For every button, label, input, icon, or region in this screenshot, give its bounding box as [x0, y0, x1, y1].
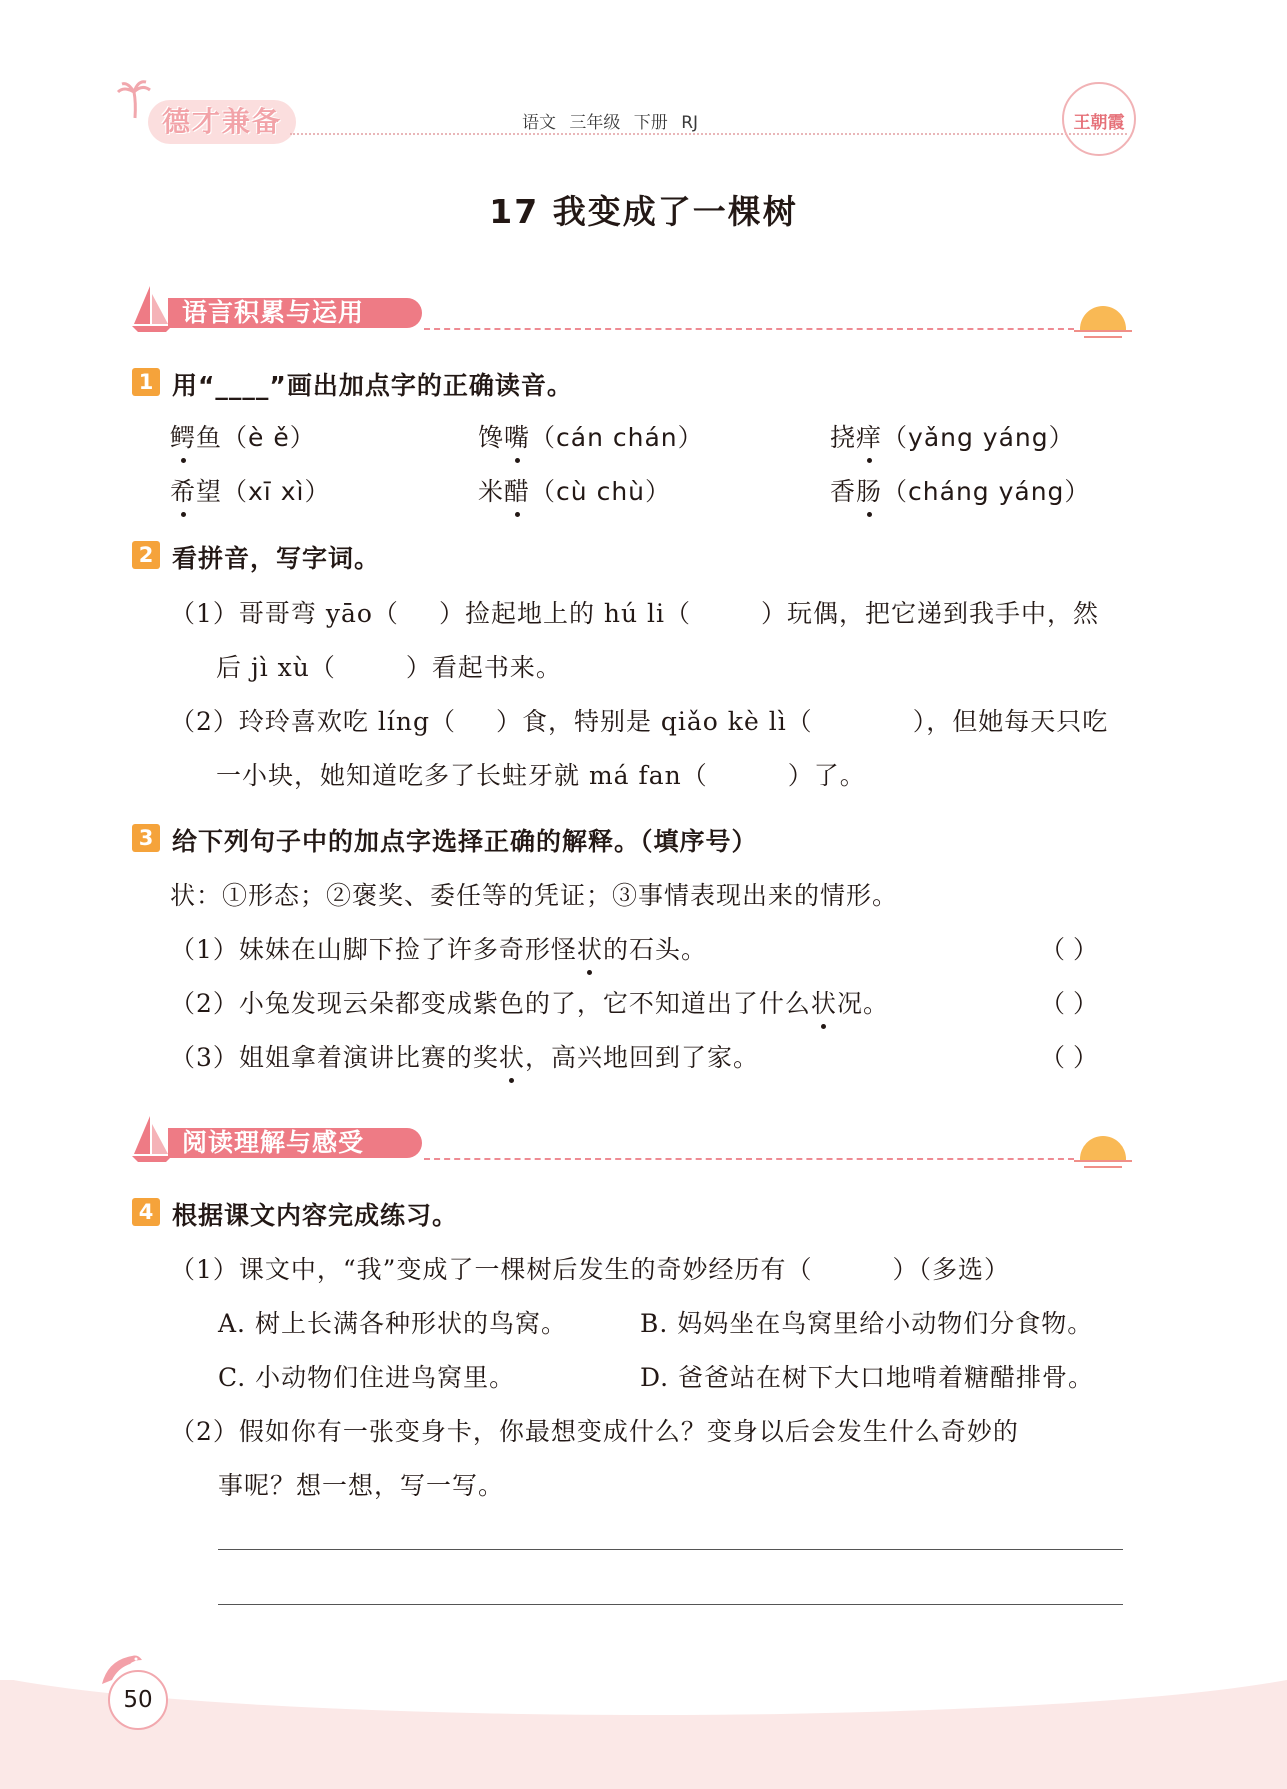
section-title-1: 语言积累与运用	[182, 298, 365, 327]
palm-tree-icon	[116, 80, 154, 120]
header-meta: 语文 三年级 下册 RJ	[522, 113, 699, 133]
option-c[interactable]: C. 小动物们住进鸟窝里。	[218, 1363, 516, 1392]
answer-blank[interactable]: （ ）	[1040, 935, 1098, 964]
section-title-2: 阅读理解与感受	[182, 1128, 365, 1157]
question-text: 用“____”画出加点字的正确读音。	[172, 371, 573, 400]
question-text: 给下列句子中的加点字选择正确的解释。（填序号）	[172, 827, 758, 856]
page-title: 17 我变成了一棵树	[489, 192, 798, 231]
section-divider-1	[424, 328, 1074, 330]
header-divider	[290, 133, 1127, 135]
section-divider-2	[424, 1158, 1074, 1160]
question-text: 看拼音，写字词。	[172, 544, 381, 573]
exercise-line: （1）哥哥弯 yāo（ ）捡起地上的 hú li（ ）玩偶，把它递到我手中，然	[170, 599, 1100, 628]
question-text: 根据课文内容完成练习。	[172, 1201, 459, 1230]
pinyin-item: 希望（xī xì）	[170, 472, 330, 508]
sentence-line: （3）姐姐拿着演讲比赛的奖状，高兴地回到了家。	[170, 1038, 759, 1074]
pinyin-item: 香肠（cháng yáng）	[830, 472, 1090, 508]
pinyin-item: 馋嘴（cán chán）	[478, 418, 704, 454]
answer-line[interactable]	[218, 1549, 1123, 1550]
answer-blank[interactable]: （ ）	[1040, 1043, 1098, 1072]
option-a[interactable]: A. 树上长满各种形状的鸟窝。	[218, 1309, 567, 1338]
exercise-line: 后 jì xù（ ）看起书来。	[216, 653, 562, 682]
page-number: 50	[108, 1670, 168, 1730]
author-stamp-text: 王朝霞	[1073, 113, 1125, 133]
option-b[interactable]: B. 妈妈坐在鸟窝里给小动物们分食物。	[640, 1309, 1094, 1338]
exercise-line: （2）假如你有一张变身卡，你最想变成什么？变身以后会发生什么奇妙的	[170, 1417, 1019, 1446]
question-number: 1	[132, 368, 160, 396]
exercise-line: 一小块，她知道吃多了长蛀牙就 má fan（ ）了。	[216, 761, 866, 790]
question-number: 2	[132, 541, 160, 569]
answer-line[interactable]	[218, 1604, 1123, 1605]
sentence-line: （2）小兔发现云朵都变成紫色的了，它不知道出了什么状况。	[170, 984, 889, 1020]
option-d[interactable]: D. 爸爸站在树下大口地啃着糖醋排骨。	[640, 1363, 1095, 1392]
definition-line: 状：①形态；②褒奖、委任等的凭证；③事情表现出来的情形。	[170, 881, 899, 910]
pinyin-item: 挠痒（yǎng yáng）	[830, 418, 1075, 454]
exercise-line: （1）课文中，“我”变成了一棵树后发生的奇妙经历有（ ）（多选）	[170, 1255, 1010, 1284]
pinyin-item: 鳄鱼（è ě）	[170, 418, 316, 454]
brand-logo: 德才兼备	[148, 100, 296, 144]
answer-blank[interactable]: （ ）	[1040, 989, 1098, 1018]
sunset-icon	[1080, 1136, 1126, 1160]
question-number: 3	[132, 824, 160, 852]
sentence-line: （1）妹妹在山脚下捡了许多奇形怪状的石头。	[170, 930, 707, 966]
exercise-line: （2）玲玲喜欢吃 líng（ ）食，特别是 qiǎo kè lì（ ），但她每天只吃	[170, 707, 1109, 736]
exercise-line: 事呢？想一想，写一写。	[218, 1471, 505, 1500]
sunset-icon	[1080, 306, 1126, 330]
question-number: 4	[132, 1198, 160, 1226]
pinyin-item: 米醋（cù chù）	[478, 472, 671, 508]
